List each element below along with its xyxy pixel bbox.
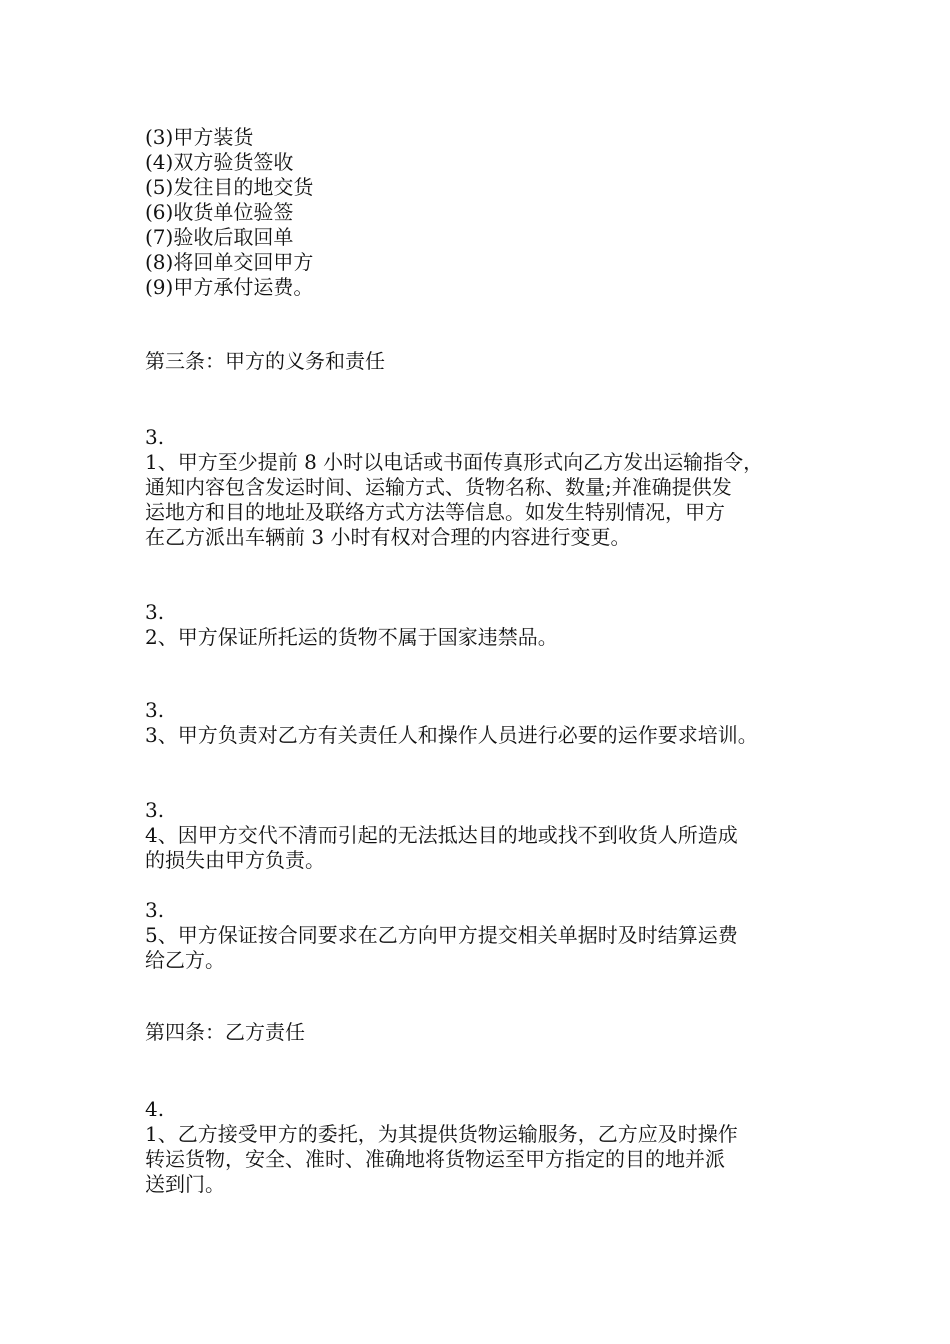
process-step: (9)甲方承付运费。: [145, 275, 314, 299]
process-step: (8)将回单交回甲方: [145, 250, 314, 274]
clause-text-line: 通知内容包含发运时间、运输方式、货物名称、数量;并准确提供发: [145, 475, 732, 499]
clause-text-line: 5、甲方保证按合同要求在乙方向甲方提交相关单据时及时结算运费: [145, 923, 738, 947]
clause-text-line: 在乙方派出车辆前 3 小时有权对合理的内容进行变更。: [145, 525, 631, 549]
clause-text-line: 运地方和目的地址及联络方式方法等信息。如发生特别情况，甲方: [145, 500, 725, 524]
article-4-heading: 第四条：乙方责任: [145, 1020, 305, 1044]
clause-number: 3.: [145, 600, 165, 624]
clause-text-line: 的损失由甲方负责。: [145, 848, 325, 872]
clause-number: 3.: [145, 698, 165, 722]
clause-text-line: 转运货物，安全、准时、准确地将货物运至甲方指定的目的地并派: [145, 1147, 725, 1171]
process-step: (7)验收后取回单: [145, 225, 294, 249]
process-step: (3)甲方装货: [145, 125, 254, 149]
clause-number: 3.: [145, 798, 165, 822]
clause-text-line: 2、甲方保证所托运的货物不属于国家违禁品。: [145, 625, 558, 649]
article-3-heading: 第三条：甲方的义务和责任: [145, 349, 385, 373]
process-step: (4)双方验货签收: [145, 150, 294, 174]
clause-number: 4.: [145, 1097, 165, 1121]
clause-text-line: 送到门。: [145, 1172, 225, 1196]
process-step: (6)收货单位验签: [145, 200, 294, 224]
clause-text-line: 1、乙方接受甲方的委托，为其提供货物运输服务，乙方应及时操作: [145, 1122, 738, 1146]
clause-text-line: 4、因甲方交代不清而引起的无法抵达目的地或找不到收货人所造成: [145, 823, 738, 847]
clause-number: 3.: [145, 898, 165, 922]
clause-text-line: 1、甲方至少提前 8 小时以电话或书面传真形式向乙方发出运输指令，: [145, 450, 764, 474]
clause-text-line: 给乙方。: [145, 948, 225, 972]
clause-text-line: 3、甲方负责对乙方有关责任人和操作人员进行必要的运作要求培训。: [145, 723, 758, 747]
process-step: (5)发往目的地交货: [145, 175, 314, 199]
clause-number: 3.: [145, 425, 165, 449]
